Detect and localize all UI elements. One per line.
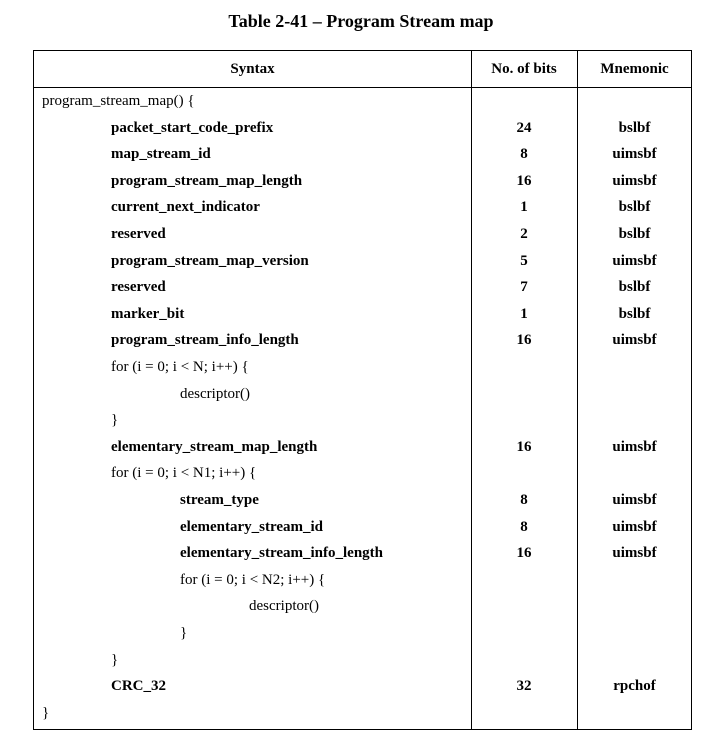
- table-row: [34, 519, 691, 545]
- bits-cell: 2: [520, 226, 528, 242]
- syntax-cell: }: [111, 651, 119, 668]
- syntax-cell: }: [42, 704, 50, 721]
- table-row: [34, 705, 691, 731]
- bits-cell: 16: [516, 438, 532, 455]
- syntax-cell: map_stream_id: [111, 146, 211, 163]
- header-syntax: Syntax: [230, 61, 275, 77]
- table-row: [34, 199, 691, 225]
- bits-cell: 8: [520, 518, 528, 535]
- mnemonic-cell: uimsbf: [612, 332, 657, 349]
- table-row: [34, 386, 691, 412]
- bits-cell: 24: [516, 119, 532, 136]
- table-row: [34, 173, 691, 199]
- table-row: [34, 439, 691, 465]
- table-row: [34, 545, 691, 571]
- mnemonic-cell: uimsbf: [612, 518, 657, 535]
- syntax-cell: for (i = 0; i < N2; i++) {: [180, 571, 326, 588]
- table-row: [34, 279, 691, 305]
- header-mnemonic: Mnemonic: [600, 61, 669, 77]
- bits-cell: 16: [516, 172, 532, 189]
- bits-cell: 1: [520, 199, 528, 216]
- syntax-cell: }: [111, 412, 119, 429]
- mnemonic-cell: rpchof: [613, 678, 656, 695]
- syntax-cell: descriptor(): [249, 598, 319, 615]
- table-row: [34, 120, 691, 146]
- syntax-cell: elementary_stream_map_length: [111, 438, 318, 455]
- table-row: [34, 332, 691, 358]
- syntax-cell: for (i = 0; i < N1; i++) {: [111, 465, 257, 482]
- syntax-cell: program_stream_info_length: [111, 332, 299, 349]
- mnemonic-cell: bslbf: [618, 119, 651, 136]
- bits-cell: 8: [520, 146, 528, 163]
- syntax-cell: stream_type: [180, 492, 259, 508]
- bits-cell: 32: [516, 678, 532, 695]
- mnemonic-cell: uimsbf: [612, 545, 657, 562]
- syntax-cell: marker_bit: [111, 305, 185, 322]
- mnemonic-cell: bslbf: [618, 226, 651, 242]
- table-row: [34, 492, 691, 518]
- table-row: [34, 652, 691, 678]
- syntax-cell: program_stream_map_length: [111, 172, 303, 189]
- bits-cell: 1: [520, 305, 528, 322]
- table-row: [34, 625, 691, 651]
- table-row: [34, 465, 691, 491]
- bits-cell: 8: [520, 492, 528, 508]
- bits-cell: 16: [516, 545, 532, 562]
- syntax-table: [33, 50, 692, 730]
- syntax-cell: descriptor(): [180, 385, 250, 402]
- syntax-cell: program_stream_map_version: [111, 252, 309, 269]
- header-bits: No. of bits: [491, 61, 557, 77]
- syntax-cell: CRC_32: [111, 678, 166, 695]
- table-row: [34, 306, 691, 332]
- syntax-cell: program_stream_map() {: [42, 93, 195, 109]
- syntax-cell: }: [180, 625, 188, 641]
- header-divider: [34, 87, 691, 88]
- syntax-cell: for (i = 0; i < N; i++) {: [111, 359, 249, 375]
- mnemonic-cell: uimsbf: [612, 438, 657, 455]
- table-row: [34, 226, 691, 252]
- mnemonic-cell: bslbf: [618, 199, 651, 216]
- bits-cell: 7: [520, 279, 528, 296]
- table-caption: Table 2-41 – Program Stream map: [228, 11, 494, 31]
- mnemonic-cell: uimsbf: [612, 172, 657, 189]
- table-row: [34, 146, 691, 172]
- mnemonic-cell: bslbf: [618, 279, 651, 296]
- table-row: [34, 598, 691, 624]
- bits-cell: 5: [520, 252, 528, 269]
- table-row: [34, 572, 691, 598]
- syntax-cell: elementary_stream_id: [180, 518, 324, 535]
- table-row: [34, 253, 691, 279]
- mnemonic-cell: uimsbf: [612, 146, 657, 163]
- bits-cell: 16: [516, 332, 532, 349]
- mnemonic-cell: uimsbf: [612, 252, 657, 269]
- syntax-cell: packet_start_code_prefix: [111, 119, 274, 136]
- table-row: [34, 93, 691, 119]
- mnemonic-cell: uimsbf: [612, 492, 657, 508]
- syntax-cell: reserved: [111, 279, 166, 296]
- mnemonic-cell: bslbf: [618, 305, 651, 322]
- table-row: [34, 359, 691, 385]
- syntax-cell: current_next_indicator: [111, 199, 260, 216]
- table-row: [34, 678, 691, 704]
- syntax-cell: reserved: [111, 226, 166, 242]
- table-row: [34, 412, 691, 438]
- syntax-cell: elementary_stream_info_length: [180, 545, 384, 562]
